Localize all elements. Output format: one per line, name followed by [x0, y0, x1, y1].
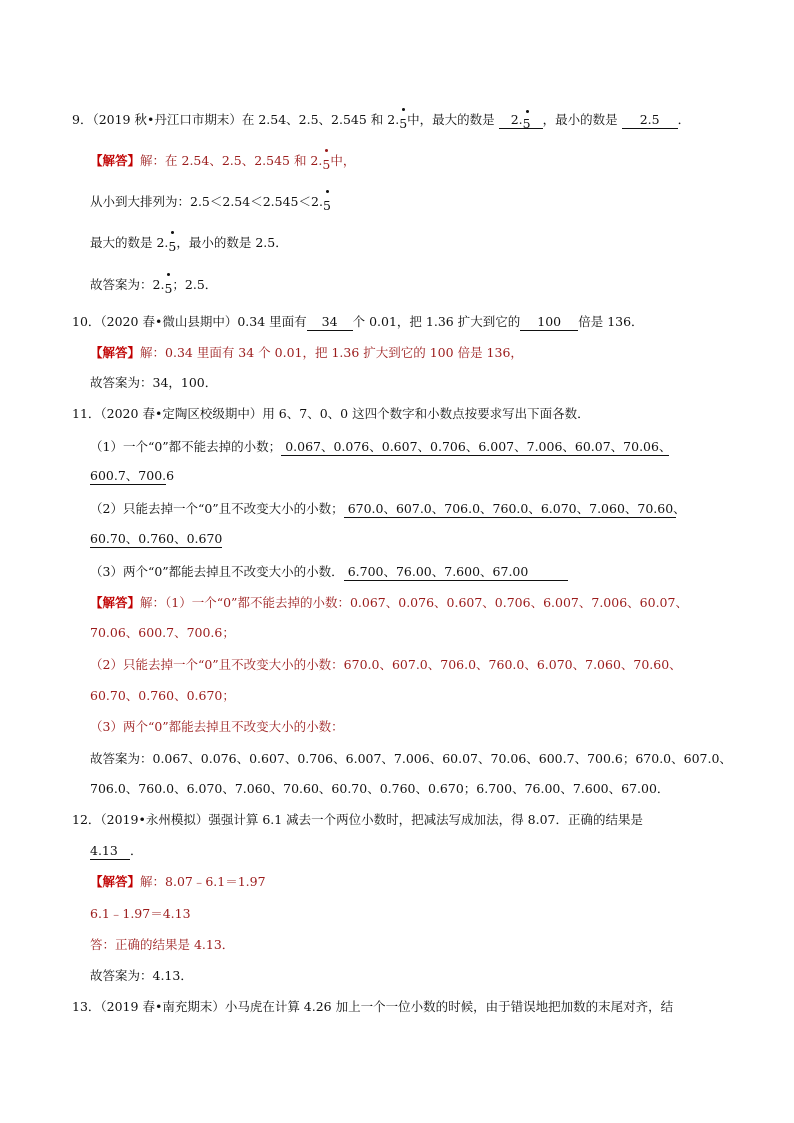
repeat-dot-icon — [167, 273, 170, 276]
q9-answer-line: 故答案为：2. 5；2.5． — [90, 275, 217, 295]
solution-tag: 【解答】 — [90, 153, 141, 168]
q11-part3: （3）两个“0”都能去掉且不改变大小的小数． 6.700、76.00、7.600、67.00 — [90, 562, 568, 582]
q11-part2-cont: 60.70、0.760、0.670 — [90, 531, 223, 546]
q10-stem: 10．（2020 春•微山县期中）0.34 里面有 34 个 0.01，把 1.36 扩大到它的 100 倍是 136． — [72, 314, 644, 329]
q9-solution-line-3: 最大的数是 2. 5，最小的数是 2.5． — [90, 233, 288, 253]
q11-part1-answer: 0.067、0.076、0.607、0.706、6.007、7.006、60.07、70.06、 — [281, 439, 669, 456]
q11-solution-2b: 60.70、0.760、0.670； — [90, 688, 235, 703]
q11-part1-cont: 600.7、700.6 — [90, 468, 175, 483]
q11-solution-1: 【解答】解：（1）一个“0”都不能去掉的小数：0.067、0.076、0.607、0.706、6.007、7.006、60.07、 — [90, 595, 688, 610]
q9-solution-line-1: 【解答】解：在 2.54、2.5、2.545 和 2. 5中， — [90, 151, 355, 171]
repeating-decimal: 5 — [399, 110, 407, 130]
q10-solution: 【解答】解：0.34 里面有 34 个 0.01，把 1.36 扩大到它的 100 倍是 136， — [90, 345, 523, 360]
q9-stem-text: 9．（2019 秋•丹江口市期末）在 2.54、2.5、2.545 和 2. — [72, 112, 400, 127]
solution-tag: 【解答】 — [90, 874, 141, 889]
q11-part2-answer: 670.0、607.0、706.0、760.0、6.070、7.060、70.60、 — [344, 501, 676, 518]
repeat-dot-icon — [326, 190, 329, 193]
q11-answer-line-2: 706.0、760.0、6.070、7.060、70.60、60.70、0.760、0.670；6.700、76.00、7.600、67.00． — [90, 781, 670, 796]
q12-solution-2: 6.1﹣1.97＝4.13 — [90, 906, 191, 921]
q11-solution-3: （3）两个“0”都能去掉且不改变大小的小数： — [90, 719, 344, 734]
q11-stem: 11．（2020 春•定陶区校级期中）用 6、7、0、0 这四个数字和小数点按要求写出下面各数． — [72, 406, 590, 421]
q12-stem: 12．（2019•永州模拟）强强计算 6.1 减去一个两位小数时，把减法写成加法，得 8.07．正确的结果是 — [72, 812, 643, 827]
q12-answer: 4.13 — [90, 843, 130, 860]
repeat-dot-icon — [402, 108, 405, 111]
q11-answer-line-1: 故答案为：0.067、0.076、0.607、0.706、6.007、7.006、60.07、70.06、600.7、700.6；670.0、607.0、 — [90, 751, 732, 766]
q9-answer-max: 2. 5 — [499, 112, 543, 129]
q11-solution-2: （2）只能去掉一个“0”且不改变大小的小数：670.0、607.0、706.0、760.0、6.070、7.060、70.60、 — [90, 657, 682, 672]
solution-tag: 【解答】 — [90, 595, 141, 610]
q9-solution-line-2: 从小到大排列为：2.5＜2.54＜2.545＜2. 5 — [90, 192, 331, 212]
q10-answer-line: 故答案为：34，100． — [90, 375, 218, 390]
q10-answer-1: 34 — [307, 314, 353, 331]
q9-stem: 9．（2019 秋•丹江口市期末）在 2.54、2.5、2.545 和 2. 5中，最大的数是 2. 5 ，最小的数是 2.5 ． — [72, 110, 690, 130]
repeat-dot-icon — [171, 231, 174, 234]
solution-tag: 【解答】 — [90, 345, 141, 360]
q12-answer-line: 故答案为：4.13． — [90, 968, 193, 983]
q13-stem: 13．（2019 春•南充期末）小马虎在计算 4.26 加上一个一位小数的时候，由于错误地把加数的末尾对齐，结 — [72, 999, 674, 1014]
q12-answer-blank-line: 4.13 ． — [90, 843, 143, 858]
q11-solution-1b: 70.06、600.7、700.6； — [90, 625, 235, 640]
q11-part3-answer: 6.700、76.00、7.600、67.00 — [344, 564, 568, 581]
q10-answer-2: 100 — [520, 314, 578, 331]
repeat-dot-icon — [526, 110, 529, 113]
q11-part1: （1）一个“0”都不能去掉的小数； 0.067、0.076、0.607、0.706、6.007、7.006、60.07、70.06、 — [90, 439, 672, 454]
q9-answer-min: 2.5 — [622, 112, 678, 129]
repeat-dot-icon — [325, 149, 328, 152]
q11-part2: （2）只能去掉一个“0”且不改变大小的小数； 670.0、607.0、706.0、760.0、6.070、7.060、70.60、 — [90, 501, 686, 516]
q12-solution-3: 答：正确的结果是 4.13． — [90, 937, 235, 952]
q12-solution-1: 【解答】解：8.07﹣6.1＝1.97 — [90, 874, 266, 889]
